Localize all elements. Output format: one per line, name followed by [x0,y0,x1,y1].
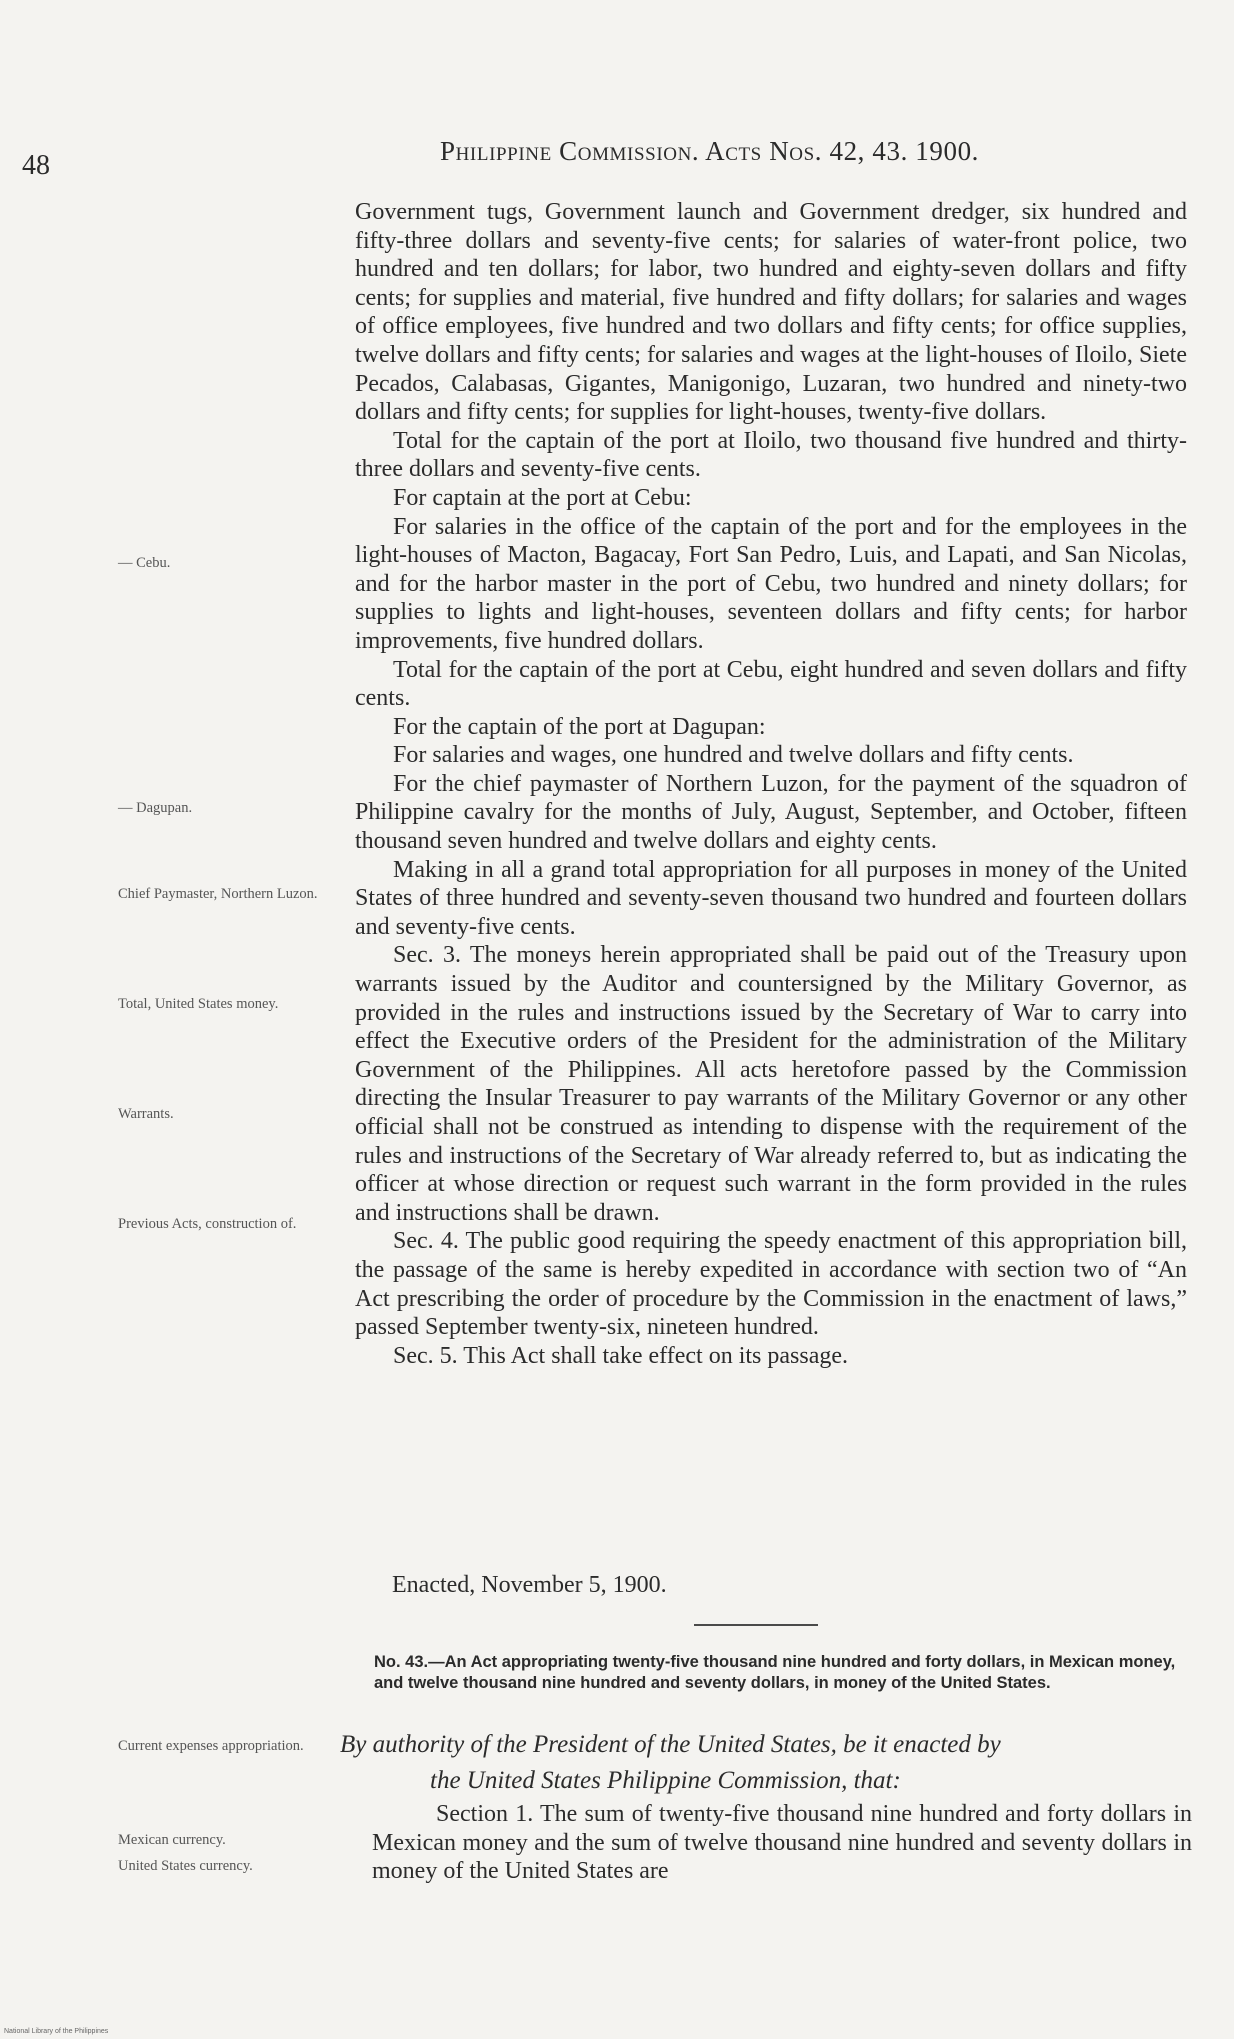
act-43-section-1 [372,1800,1192,1886]
paragraph-section-3: Sec. 3. The moneys herein appropriated shall be paid out of the Treasury upon warrants issued by the Auditor and countersigned by the Military Governor, as provided in the rules and instructions issued by the Secretary of War to carry into effect the Executive orders of the President for the administration of the Military Government of the Philippines. All acts heretofore passed by the Commission directing the Insular Treasurer to pay warrants of the Military Governor or any other official shall not be construed as intending to dispense with the requirement of the rules and instructions of the Secretary of War already referred to, but as indicating the officer at whose direction or request such warrant in the form provided in the rules and instructions shall be drawn. [355,942,1187,1226]
act-43-heading: No. 43.—An Act appropriating twenty-five thousand nine hundred and forty dollars, in Mexican money, and twelve thousand nine hundred and seventy dollars, in money of the United States. [374,1653,1176,1692]
paragraph-dagupan-items: For salaries and wages, one hundred and twelve dollars and fifty cents. [393,742,1074,769]
margin-note-previous-acts: Previous Acts, construction of. [118,1216,297,1232]
page-number: 48 [22,150,50,181]
body-text [355,198,1187,1370]
paragraph-cebu-total: Total for the captain of the port at Cebu, eight hundred and seven dollars and fifty cents. [355,656,1187,712]
enacting-clause-line-1: By authority of the President of the United States, be it enacted by [340,1731,1001,1758]
section-1-text: Section 1. The sum of twenty-five thousand nine hundred and forty dollars in Mexican money and the sum of twelve thousand nine hundred and seventy dollars in money of the United States are [372,1801,1192,1885]
margin-note-total-us-money: Total, United States money. [118,996,279,1012]
enacting-clause [340,1727,1195,1799]
margin-note-warrants: Warrants. [118,1106,174,1122]
margin-note-cebu: — Cebu. [118,555,171,571]
margin-note-mexican-currency: Mexican currency. [118,1832,226,1848]
enacted-date: Enacted, November 5, 1900. [392,1572,667,1598]
running-head: Philippine Commission. Acts Nos. 42, 43. 1900. [440,136,980,166]
paragraph-section-4: Sec. 4. The public good requiring the speedy enactment of this appropriation bill, the passage of the same is hereby expedited in accordance with section two of “An Act prescribing the order of procedure by the Commission in the enactment of laws,” passed September twenty-six, nineteen hundred. [355,1228,1187,1341]
margin-note-current-expenses: Current expenses appropriation. [118,1738,304,1754]
enacting-clause-line-2: the United States Philippine Commission, that: [430,1767,901,1794]
paragraph-cebu-heading: For captain at the port at Cebu: [393,484,692,511]
margin-note-chief-paymaster: Chief Paymaster, Northern Luzon. [118,886,318,902]
paragraph-dagupan-heading: For the captain of the port at Dagupan: [393,713,766,740]
paragraph-grand-total: Making in all a grand total appropriation for all purposes in money of the United States of three hundred and seventy-seven thousand two hundred and fourteen dollars and seventy-five cents. [355,856,1187,940]
paragraph-iloilo-items: Government tugs, Government launch and Government dredger, six hundred and fifty-three dollars and seventy-five cents; for salaries of water-front police, two hundred and ten dollars; for labor, two hundred and eighty-seven dollars and fifty cents; for supplies and material, five hundred and fifty dollars; for salaries and wages of office employees, five hundred and two dollars and fifty cents; for office supplies, twelve dollars and fifty cents; for salaries and wages at the light-houses of Iloilo, Siete Pecados, Calabasas, Gigantes, Manigonigo, Luzaran, two hundred and ninety-two dollars and fifty cents; for supplies for light-houses, twenty-five dollars. [355,199,1187,426]
paragraph-cebu-items: For salaries in the office of the captain of the port and for the employees in the light-houses of Macton, Bagacay, Fort San Pedro, Luis, and Lapati, and San Nicolas, and for the harbor master in the port of Cebu, two hundred and ninety dollars; for supplies to lights and light-houses, seventeen dollars and fifty cents; for harbor improvements, five hundred dollars. [355,513,1187,654]
margin-note-dagupan: — Dagupan. [118,800,193,816]
paragraph-chief-paymaster: For the chief paymaster of Northern Luzon, for the payment of the squadron of Philippine cavalry for the months of July, August, September, and October, fifteen thousand seven hundred and twelve dollars and eighty cents. [355,770,1187,855]
footer-credit: National Library of the Philippines [4,2028,109,2035]
section-divider [694,1624,818,1626]
paragraph-iloilo-total: Total for the captain of the port at Iloilo, two thousand five hundred and thirty-three dollars and seventy-five cents. [355,427,1187,483]
margin-note-us-currency: United States currency. [118,1858,253,1874]
paragraph-section-5: Sec. 5. This Act shall take effect on its passage. [393,1342,849,1369]
